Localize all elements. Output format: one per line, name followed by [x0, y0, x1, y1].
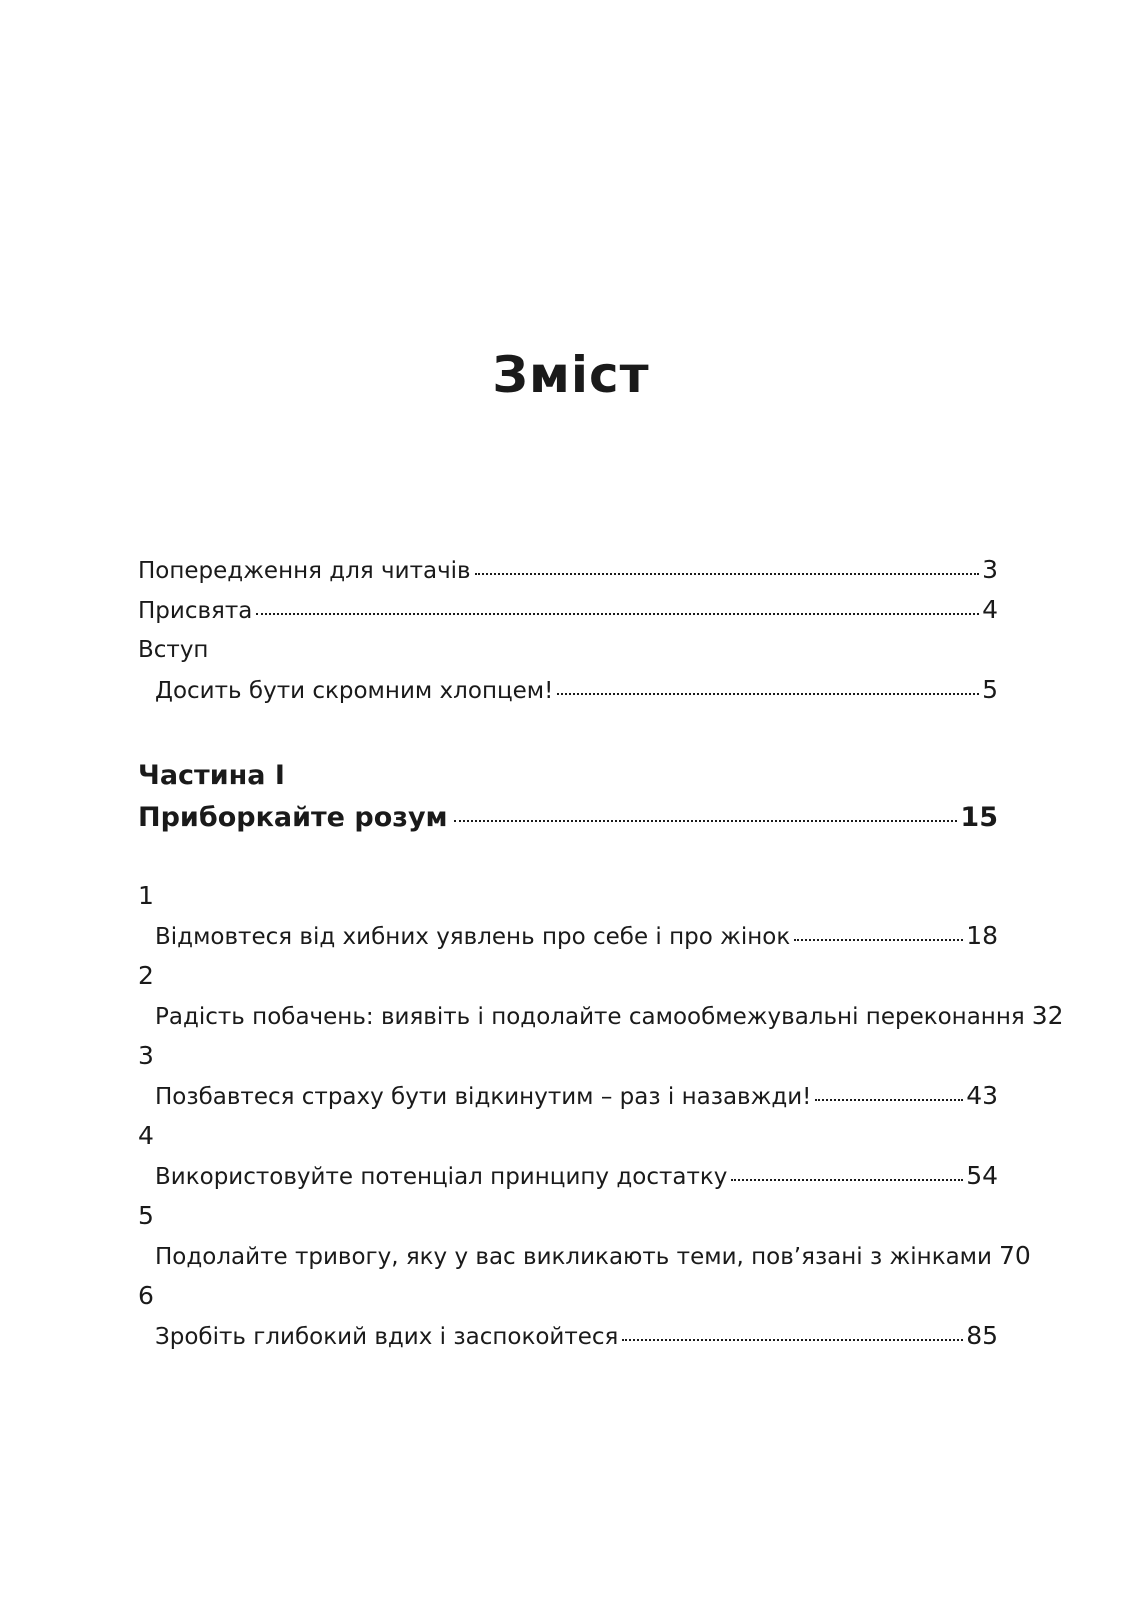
part-number: Частина І — [138, 760, 285, 791]
toc-entry-label: Зробіть глибокий вдих і заспокойтеся — [155, 1324, 619, 1350]
dot-leader — [256, 613, 979, 615]
dot-leader — [454, 820, 958, 822]
toc-entry-label: Радість побачень: виявіть і подолайте самообмежувальні переконання — [155, 1004, 1025, 1030]
toc-entry-label: Відмовтеся від хибних уявлень про себе і про жінок — [155, 924, 791, 950]
dot-leader — [815, 1099, 963, 1101]
toc-entry-chapter-2[interactable] — [155, 1000, 1064, 1033]
page-title: Зміст — [492, 346, 650, 404]
toc-entry-warning[interactable] — [138, 554, 998, 587]
toc-entry-label: Присвята — [138, 598, 253, 624]
toc-page-number: 18 — [966, 921, 998, 950]
toc-page-number: 70 — [998, 1241, 1031, 1270]
toc-page-number: 4 — [982, 595, 998, 624]
dot-leader — [622, 1339, 963, 1341]
toc-intro-heading: Вступ — [138, 637, 209, 663]
toc-entry-intro[interactable] — [155, 674, 998, 707]
chapter-number: 4 — [138, 1121, 154, 1150]
chapter-number: 5 — [138, 1201, 154, 1230]
toc-page-number: 43 — [966, 1081, 998, 1110]
toc-entry-dedication[interactable] — [138, 594, 998, 627]
toc-entry-label: Попередження для читачів — [138, 558, 471, 584]
toc-entry-label: Подолайте тривогу, яку у вас викликають теми, пов’язані з жінками — [155, 1244, 992, 1270]
toc-entry-label: Позбавтеся страху бути відкинутим – раз і назавжди! — [155, 1084, 812, 1110]
toc-entry-label: Досить бути скромним хлопцем! — [155, 678, 554, 704]
toc-entry-chapter-3[interactable] — [155, 1080, 998, 1113]
dot-leader — [794, 939, 963, 941]
toc-entry-chapter-4[interactable] — [155, 1160, 998, 1193]
dot-leader — [557, 693, 979, 695]
toc-page-number: 54 — [966, 1161, 998, 1190]
toc-page-number: 3 — [982, 555, 998, 584]
toc-entry-chapter-6[interactable] — [155, 1320, 998, 1353]
chapter-number: 1 — [138, 881, 154, 910]
dot-leader — [475, 573, 979, 575]
toc-page-number: 32 — [1031, 1001, 1064, 1030]
toc-entry-chapter-5[interactable] — [155, 1240, 1031, 1273]
chapter-number: 3 — [138, 1041, 154, 1070]
toc-entry-chapter-1[interactable] — [155, 920, 998, 953]
toc-page-number: 85 — [966, 1321, 998, 1350]
dot-leader — [731, 1179, 963, 1181]
chapter-number: 2 — [138, 961, 154, 990]
chapter-number: 6 — [138, 1281, 154, 1310]
toc-page-number: 5 — [982, 675, 998, 704]
part-title: Приборкайте розум — [138, 802, 448, 833]
toc-page-number: 15 — [960, 802, 998, 833]
toc-entry-label: Використовуйте потенціал принципу достатку — [155, 1164, 728, 1190]
toc-entry-part-1[interactable] — [138, 800, 998, 836]
